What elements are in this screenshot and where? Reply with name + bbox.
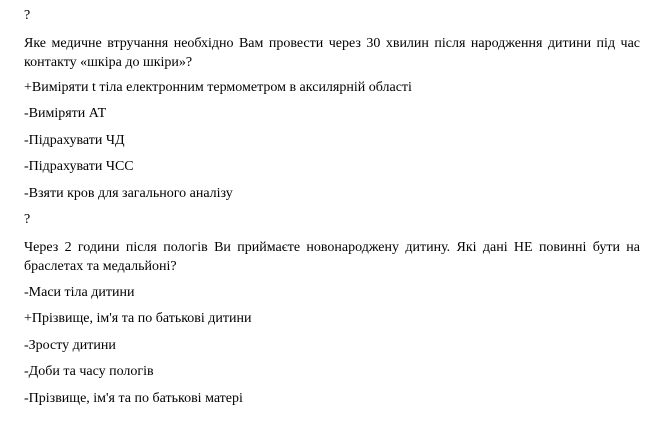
question-text: Через 2 години після пологів Ви приймаєте новонароджену дитину. Які дані НЕ повинні бути на браслетах та медальйоні?: [24, 240, 640, 274]
answer-option: +Прізвище, ім'я та по батькові дитини: [24, 311, 252, 326]
question-marker: ?: [24, 212, 31, 227]
question-text: Яке медичне втручання необхідно Вам провести через 30 хвилин після народження дитини під час контакту «шкіра до шкіри»?: [24, 36, 640, 70]
answer-option: -Підрахувати ЧД: [24, 133, 125, 148]
answer-option: -Прізвище, ім'я та по батькові матері: [24, 391, 243, 406]
answer-option: -Доби та часу пологів: [24, 364, 154, 379]
answer-option: -Підрахувати ЧСС: [24, 159, 134, 174]
question-marker: ?: [24, 8, 31, 23]
answer-option: -Взяти кров для загального аналізу: [24, 186, 233, 201]
answer-option: +Виміряти t тіла електронним термометром в аксилярній області: [24, 80, 412, 95]
answer-option: -Виміряти АТ: [24, 106, 107, 121]
answer-option: -Зросту дитини: [24, 338, 116, 353]
answer-option: -Маси тіла дитини: [24, 285, 135, 300]
